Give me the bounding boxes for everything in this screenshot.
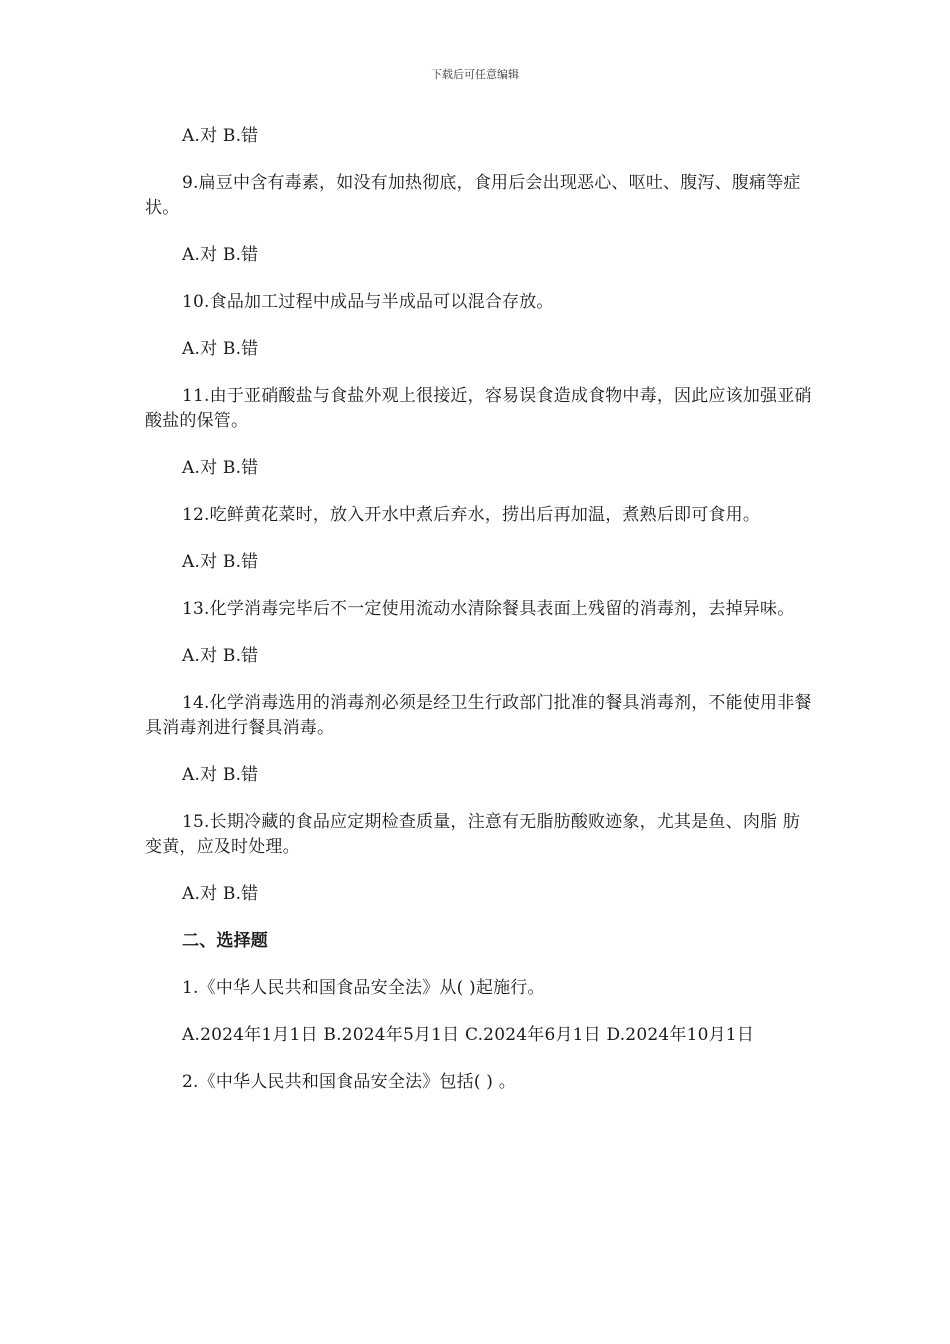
question-15: 15.长期冷藏的食品应定期检查质量，注意有无脂肪酸败迹象，尤其是鱼、肉脂 肪变黄，应及时处理。 <box>145 812 801 857</box>
answer-options: A.对 B.错 <box>182 126 259 146</box>
question-13: 13.化学消毒完毕后不一定使用流动水清除餐具表面上残留的消毒剂，去掉异味。 <box>182 599 795 619</box>
document-body <box>145 124 817 1117</box>
question-14: 14.化学消毒选用的消毒剂必须是经卫生行政部门批准的餐具消毒剂，不能使用非餐具消毒剂进行餐具消毒。 <box>145 693 812 738</box>
question-10: 10.食品加工过程中成品与半成品可以混合存放。 <box>182 292 554 312</box>
question-9: 9.扁豆中含有毒素，如没有加热彻底，食用后会出现恶心、呕吐、腹泻、腹痛等症状。 <box>145 173 801 218</box>
answer-options: A.对 B.错 <box>182 646 259 666</box>
choice-options-1: A.2024年1月1日 B.2024年5月1日 C.2024年6月1日 D.2024年10月1日 <box>182 1025 755 1045</box>
answer-options: A.对 B.错 <box>182 458 259 478</box>
answer-options: A.对 B.错 <box>182 339 259 359</box>
answer-options: A.对 B.错 <box>182 884 259 904</box>
page-header: 下载后可任意编辑 <box>431 68 519 81</box>
answer-options: A.对 B.错 <box>182 765 259 785</box>
section-heading: 二、选择题 <box>182 931 268 951</box>
answer-options: A.对 B.错 <box>182 245 259 265</box>
choice-question-2: 2.《中华人民共和国食品安全法》包括( ) 。 <box>182 1072 516 1092</box>
choice-question-1: 1.《中华人民共和国食品安全法》从( )起施行。 <box>182 978 545 998</box>
answer-options: A.对 B.错 <box>182 552 259 572</box>
question-12: 12.吃鲜黄花菜时，放入开水中煮后弃水，捞出后再加温，煮熟后即可食用。 <box>182 505 761 525</box>
question-11: 11.由于亚硝酸盐与食盐外观上很接近，容易误食造成食物中毒，因此应该加强亚硝酸盐的保管。 <box>145 386 812 431</box>
